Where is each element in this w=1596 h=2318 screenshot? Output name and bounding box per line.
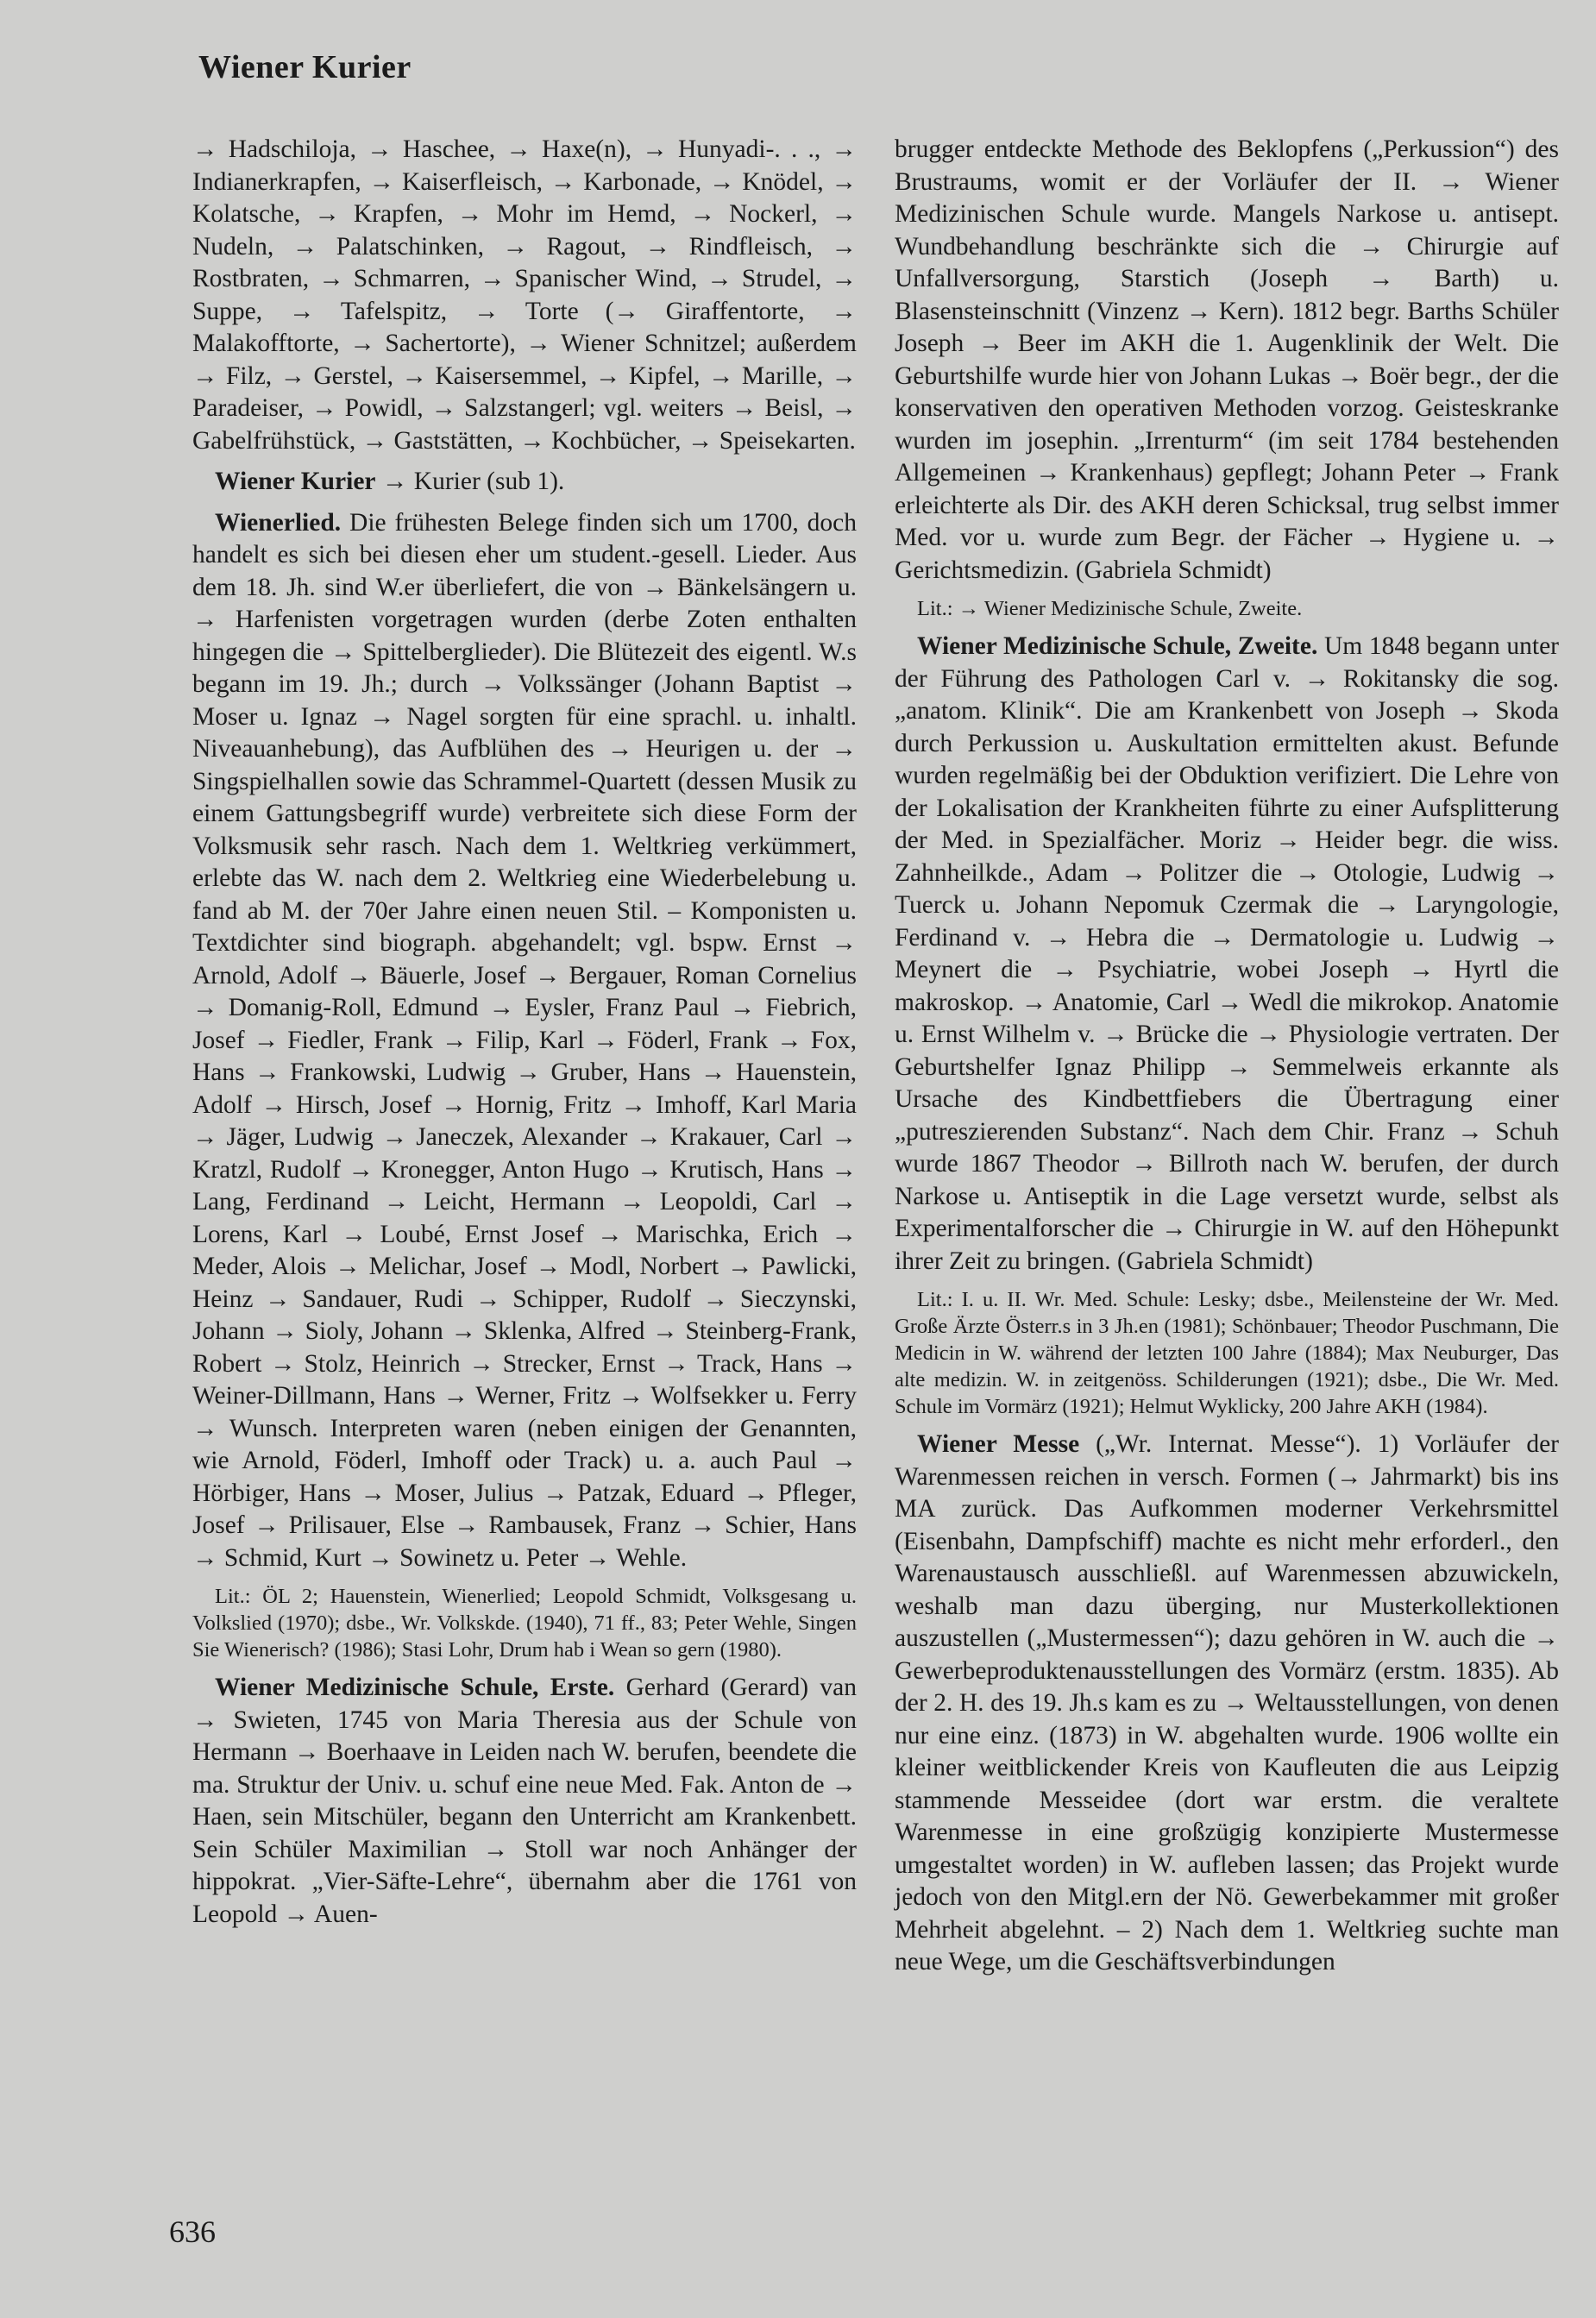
entry-lemma: Wienerlied.: [215, 508, 342, 537]
text-paragraph: brugger entdeckte Methode des Beklopfens („Perkussion“) des Brustraums, womit er der Vorläufer der II. → Wiener Medizinischen Schule wurde. Mangels Narkose u. antisept. Wundbehandlung beschränkte sich die → Chirurgie auf Unfallversorgung, Starstich (Joseph → Barth) u. Blasensteinschnitt (Vinzenz → Kern). 1812 begr. Barths Schüler Joseph → Beer im AKH die 1. Augenklinik der Welt. Die Geburtshilfe wurde hier von Johann Lukas → Boër begr., der die konservativen den operativen Methoden vorzog. Geisteskranke wurden im josephin. „Irrenturm“ (im seit 1784 bestehenden Allgemeinen → Krankenhaus) gepflegt; Johann Peter → Frank erleichterte als Dir. des AKH deren Schicksal, trug selbst immer Med. vor u. wurde zum Begr. der Fächer → Hygiene u. → Gerichtsmedizin. (Gabriela Schmidt): [895, 135, 1559, 584]
entry-text: Gerhard (Gerard) van → Swieten, 1745 von Maria Theresia aus der Schule von Hermann → Boerhaave in Leiden nach W. berufen, beendete die ma. Struktur der Univ. u. schuf eine neue Med. Fak. Anton de → Haen, sein Mitschüler, begann den Unterricht am Krankenbett. Sein Schüler Maximilian → Stoll war noch Anhänger der hippokrat. „Vier-Säfte-Lehre“, übernahm aber die 1761 von Leopold → Auen-: [192, 1674, 857, 1928]
literature-note: Lit.: → Wiener Medizinische Schule, Zweite.: [917, 597, 1303, 620]
entry-wiener-kurier: [192, 466, 857, 499]
page-number: 636: [169, 2214, 216, 2249]
entry-text: Um 1848 begann unter der Führung des Pathologen Carl v. → Rokitansky die sog. „anatom. Klinik“. Die am Krankenbett von Joseph → Skoda durch Perkussion u. Auskultation ermittelten akust. Befunde wurden regelmäßig bei der Obduktion verifiziert. Die Lehre von der Lokalisation der Krankheiten führte zu einer Aufsplitterung der Med. in Spezialfächer. Moriz → Heider begr. die wiss. Zahnheilkde., Adam → Politzer die → Otologie, Ludwig → Tuerck u. Johann Nepomuk Czermak die → Laryngologie, Ferdinand v. → Hebra die → Dermatologie u. Ludwig → Meynert die → Psychiatrie, wobei Joseph → Hyrtl die makroskop. → Anatomie, Carl → Wedl die mikrokop. Anatomie u. Ernst Wilhelm v. → Brücke die → Physiologie vertraten. Der Geburtshelfer Ignaz Philipp → Semmelweis erkannte als Ursache des Kindbettfiebers die Übertragung einer „putreszierenden Substanz“. Nach dem Chir. Franz → Schuh wurde 1867 Theodor → Billroth nach W. berufen, der durch Narkose u. Antiseptik in die Lage versetzt wurde, selbst als Experimentalforscher die → Chirurgie in W. auf den Höhepunkt ihrer Zeit zu bringen. (Gabriela Schmidt): [895, 632, 1559, 1275]
entry-medizinische-schule-zweite: [895, 631, 1559, 1278]
entry-wienerlied: [192, 507, 857, 1575]
entry-lemma: Wiener Medizinische Schule, Erste.: [215, 1674, 615, 1701]
entry-text: („Wr. Internat. Messe“). 1) Vorläufer der Warenmessen reichen in versch. Formen (→ Jahrmarkt) bis ins MA zurück. Das Aufkommen moderner Verkehrsmittel (Eisenbahn, Dampfschiff) machte es nicht mehr erforderl., den Warenaustausch ausschließl. auf Warenmessen abzuwickeln, weshalb man dazu überging, nur Musterkollektionen auszustellen („Mustermessen“); dazu gehören in W. auch die → Gewerbeproduktenausstellungen des Vormärz (erstm. 1835). Ab der 2. H. des 19. Jh.s kam es zu → Weltausstellungen, von denen nur eine einz. (1873) in W. abgehalten wurde. 1906 wollte ein kleiner weitblickender Kreis von Kaufleuten die aus Leipzig stammende Messeidee (dort war erstm. die veraltete Warenmesse in eine großzügig konzipierte Mustermesse umgestaltet worden) in W. aufleben lassen; das Projekt wurde jedoch von den Mitgl.ern der Nö. Gewerbekammer mit großer Mehrheit abgelehnt. – 2) Nach dem 1. Weltkrieg suchte man neue Wege, um die Geschäftsverbindungen: [895, 1430, 1559, 1976]
left-column: [192, 134, 857, 1939]
entry-text: Die frühesten Belege finden sich um 1700, doch handelt es sich bei diesen eher um student.-gesell. Lieder. Aus dem 18. Jh. sind W.er überliefert, die von → Bänkelsängern u. → Harfenisten vorgetragen wurden (derbe Zoten enthalten hingegen die → Spittelberglieder). Die Blütezeit des eigentl. W.s begann im 19. Jh.; durch → Volkssänger (Johann Baptist → Moser u. Ignaz → Nagel sorgten für eine sprachl. u. inhaltl. Niveauanhebung), das Aufblühen des → Heurigen u. der → Singspielhallen sowie das Schrammel-Quartett (dessen Musik zu einem Gattungsbegriff wurde) verbreitete sich diese Form der Volksmusik sehr rasch. Nach dem 1. Weltkrieg verkümmert, erlebte das W. nach dem 2. Weltkrieg eine Wiederbelebung u. fand ab M. der 70er Jahre einen neuen Stil. – Komponisten u. Textdichter sind biograph. abgehandelt; vgl. bspw. Ernst → Arnold, Adolf → Bäuerle, Josef → Bergauer, Roman Cornelius → Domanig-Roll, Edmund → Eysler, Franz Paul → Fiebrich, Josef → Fiedler, Frank → Filip, Karl → Föderl, Frank → Fox, Hans → Frankowski, Ludwig → Gruber, Hans → Hauenstein, Adolf → Hirsch, Josef → Hornig, Fritz → Imhoff, Karl Maria → Jäger, Ludwig → Janeczek, Alexander → Krakauer, Carl → Kratzl, Rudolf → Kronegger, Anton Hugo → Krutisch, Hans → Lang, Ferdinand → Leicht, Hermann → Leopoldi, Carl → Lorens, Karl → Loubé, Ernst Josef → Marischka, Erich → Meder, Alois → Melichar, Josef → Modl, Norbert → Pawlicki, Heinz → Sandauer, Rudi → Schipper, Rudolf → Sieczynski, Johann → Sioly, Johann → Sklenka, Alfred → Steinberg-Frank, Robert → Stolz, Heinrich → Strecker, Ernst → Track, Hans → Weiner-Dillmann, Hans → Werner, Fritz → Wolfsekker u. Ferry → Wunsch. Interpreten waren (neben einigen der Genannten, wie Arnold, Föderl, Imhoff oder Track) u. a. auch Paul → Hörbiger, Hans → Moser, Julius → Patzak, Eduard → Pfleger, Josef → Prilisauer, Else → Rambausek, Franz → Schier, Hans → Schmid, Kurt → Sowinetz u. Peter → Wehle.: [192, 508, 857, 1572]
entry-medizinische-schule-erste: [192, 1672, 857, 1931]
entry-lemma: Wiener Medizinische Schule, Zweite.: [917, 632, 1318, 660]
literature-note: Lit.: ÖL 2; Hauenstein, Wienerlied; Leopold Schmidt, Volksgesang u. Volkslied (1970); dsbe., Wr. Volkskde. (1940), 71 ff., 83; Peter Wehle, Singen Sie Wienerisch? (1986); Stasi Lohr, Drum hab i Wean so gern (1980).: [192, 1585, 857, 1662]
running-header: Wiener Kurier: [198, 49, 412, 85]
literature-note: Lit.: I. u. II. Wr. Med. Schule: Lesky; dsbe., Meilensteine der Wr. Med. Große Ärzte Österr.s in 3 Jh.en (1981); Schönbauer; Theodor Puschmann, Die Medicin in W. während der letzten 100 Jahre (1884); Max Neuburger, Das alte medizin. W. in zeitgenöss. Schilderungen (1921); dsbe., Die Wr. Med. Schule im Vormärz (1921); Helmut Wyklicky, 200 Jahre AKH (1984).: [895, 1288, 1559, 1418]
entry-lemma: Wiener Kurier: [215, 468, 376, 495]
entry-text: → Kurier (sub 1).: [375, 468, 565, 495]
entry-lemma: Wiener Messe: [917, 1430, 1080, 1458]
text-paragraph: → Hadschiloja, → Haschee, → Haxe(n), → Hunyadi-. . ., → Indianerkrapfen, → Kaiserfleisch, → Karbonade, → Knödel, → Kolatsche, → Krapfen, → Mohr im Hemd, → Nockerl, → Nudeln, → Palatschinken, → Ragout, → Rindfleisch, → Rostbraten, → Schmarren, → Spanischer Wind, → Strudel, → Suppe, → Tafelspitz, → Torte (→ Giraffentorte, → Malakofftorte, → Sachertorte), → Wiener Schnitzel; außerdem → Filz, → Gerstel, → Kaisersemmel, → Kipfel, → Marille, → Paradeiser, → Powidl, → Salzstangerl; vgl. weiters → Beisl, → Gabelfrühstück, → Gaststätten, → Kochbücher, → Speisekarten.: [192, 135, 857, 455]
entry-wiener-messe: [895, 1429, 1559, 1979]
right-column: [895, 134, 1559, 1988]
